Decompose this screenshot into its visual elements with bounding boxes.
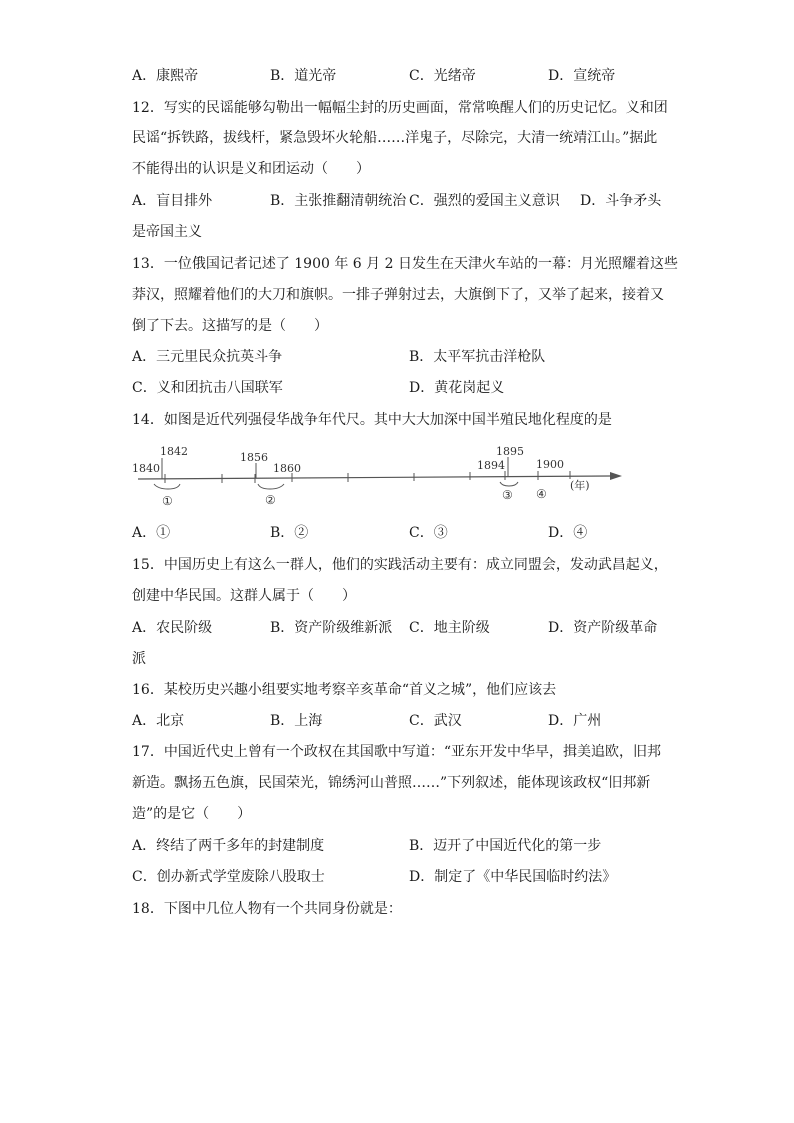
year-label-1840: 1840 — [132, 462, 160, 475]
q17-option-c: C．创办新式学堂废除八股取士 — [132, 869, 325, 885]
marker-1: ① — [162, 494, 173, 508]
q17-option-b: B．迈开了中国近代化的第一步 — [409, 838, 602, 854]
q15-option-b: B．资产阶级维新派 — [270, 620, 393, 636]
q13-line-3: 倒了下去。这描写的是（ ） — [132, 318, 328, 334]
q13-line-1: 13．一位俄国记者记述了 1900 年 6 月 2 日发生在天津火车站的一幕：月光照耀着这些 — [132, 256, 678, 272]
timeline-axis — [138, 476, 610, 479]
q11-option-a: A．康熙帝 — [132, 68, 199, 84]
q15-option-wrap: 派 — [132, 651, 146, 667]
q14-option-c: C．③ — [409, 525, 448, 541]
q17-option-a: A．终结了两千多年的封建制度 — [132, 838, 325, 854]
q11-option-b: B．道光帝 — [270, 68, 337, 84]
year-label-1894: 1894 — [477, 459, 505, 472]
q12-option-c: C．强烈的爱国主义意识 — [409, 193, 560, 209]
q16-option-a: A．北京 — [132, 713, 185, 729]
q11-option-d: D．宣统帝 — [548, 68, 616, 84]
q18-line-1: 18．下图中几位人物有一个共同身份就是： — [132, 901, 402, 917]
year-label-1842: 1842 — [160, 445, 188, 458]
q16-option-b: B．上海 — [270, 713, 323, 729]
unit-label: (年) — [570, 479, 590, 492]
q12-line-2: 民谣“拆铁路，拔线杆，紧急毁坏火轮船……洋鬼子，尽除完，大清一统靖江山。”据此 — [132, 130, 658, 146]
q12-line-1: 12．写实的民谣能够勾勒出一幅幅尘封的历史画面，常常唤醒人们的历史记忆。义和团 — [132, 100, 668, 116]
q15-line-1: 15．中国历史上有这么一群人，他们的实践活动主要有：成立同盟会，发动武昌起义， — [132, 557, 668, 573]
q13-option-c: C．义和团抗击八国联军 — [132, 380, 283, 396]
timeline-svg — [130, 443, 630, 513]
q13-line-2: 莽汉，照耀着他们的大刀和旗帜。一排子弹射过去，大旗倒下了，又举了起来，接着又 — [132, 287, 664, 303]
q14-option-a: A．① — [132, 525, 171, 541]
q15-option-c: C．地主阶级 — [409, 620, 490, 636]
q12-line-3: 不能得出的认识是义和团运动（ ） — [132, 161, 370, 177]
timeline-arrowhead — [610, 472, 622, 480]
q11-option-c: C．光绪帝 — [409, 68, 476, 84]
brace-3 — [500, 482, 518, 486]
year-label-1895: 1895 — [496, 445, 524, 458]
q13-option-d: D．黄花岗起义 — [409, 380, 505, 396]
marker-3: ③ — [502, 488, 513, 502]
q15-option-d: D．资产阶级革命 — [548, 620, 658, 636]
q14-option-d: D．④ — [548, 525, 588, 541]
q17-line-2: 新造。飘扬五色旗，民国荣光，锦绣河山普照……”下列叙述，能体现该政权“旧邦新 — [132, 775, 651, 791]
year-label-1900: 1900 — [536, 458, 564, 471]
q16-option-c: C．武汉 — [409, 713, 462, 729]
q15-line-2: 创建中华民国。这群人属于（ ） — [132, 588, 356, 604]
q16-line-1: 16．某校历史兴趣小组要实地考察辛亥革命“首义之城”，他们应该去 — [132, 682, 557, 698]
brace-1 — [154, 484, 180, 489]
marker-4: ④ — [536, 487, 547, 501]
marker-2: ② — [265, 493, 276, 507]
war-timeline-figure — [130, 443, 630, 513]
q13-option-b: B．太平军抗击洋枪队 — [409, 349, 546, 365]
year-label-1856: 1856 — [240, 451, 268, 464]
q15-option-a: A．农民阶级 — [132, 620, 213, 636]
q14-line-1: 14．如图是近代列强侵华战争年代尺。其中大大加深中国半殖民地化程度的是 — [132, 412, 612, 428]
q12-option-wrap: 是帝国主义 — [132, 224, 202, 240]
q17-line-1: 17．中国近代史上曾有一个政权在其国歌中写道：“亚东开发中华早，揖美追欧，旧邦 — [132, 744, 661, 760]
q12-option-a: A．盲目排外 — [132, 193, 213, 209]
q14-option-b: B．② — [270, 525, 309, 541]
year-label-1860: 1860 — [273, 462, 301, 475]
q17-option-d: D．制定了《中华民国临时约法》 — [409, 869, 617, 885]
q12-option-d: D．斗争矛头 — [580, 193, 662, 209]
q16-option-d: D．广州 — [548, 713, 602, 729]
q17-line-3: 造”的是它（ ） — [132, 806, 252, 822]
brace-2 — [258, 484, 284, 489]
q12-option-b: B．主张推翻清朝统治 — [270, 193, 407, 209]
q13-option-a: A．三元里民众抗英斗争 — [132, 349, 283, 365]
